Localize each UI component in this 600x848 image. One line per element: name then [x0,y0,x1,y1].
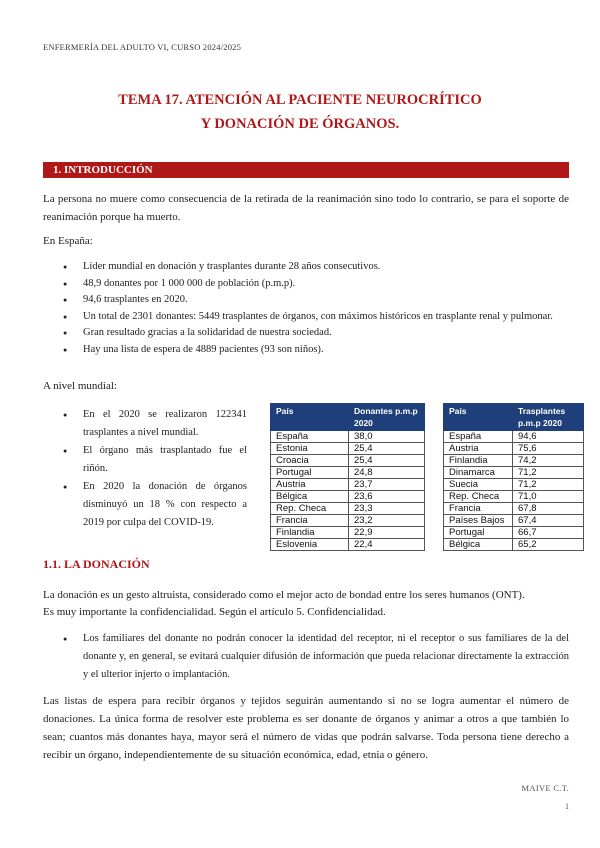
table-cell: Dinamarca [444,467,513,479]
table-cell: Portugal [271,467,349,479]
world-list [63,406,247,532]
table-cell: Austria [271,479,349,491]
table-cell: Estonia [271,443,349,455]
table-row [271,467,425,479]
table-cell: 23,6 [349,491,425,503]
table-cell: 74,2 [513,455,584,467]
table-cell: 71,2 [513,467,584,479]
table-row [444,455,584,467]
table-row [444,527,584,539]
table-row [444,503,584,515]
table-cell: Portugal [444,527,513,539]
table-row [444,431,584,443]
table-row [271,515,425,527]
table-cell: 22,4 [349,539,425,551]
table-row [444,479,584,491]
section-heading-introduccion: 1. INTRODUCCIÓN [43,162,569,178]
list-item: ● Líder mundial en donación y trasplantes durante 28 años consecutivos. [63,259,569,276]
table-cell: 65,2 [513,539,584,551]
table-cell: Finlandia [271,527,349,539]
table-cell: Croacia [271,455,349,467]
table-row [444,515,584,527]
table-cell: Finlandia [444,455,513,467]
list-item: ● En 2020 la donación de órganos disminuyó un 18 % con respecto a 2019 por culpa del COVID-19. [63,478,247,532]
spain-label: En España: [43,235,93,247]
transplants-table [443,403,584,551]
table-cell: Rep. Checa [271,503,349,515]
table-cell: 94,6 [513,431,584,443]
table-row [271,539,425,551]
table-cell: 67,4 [513,515,584,527]
table-cell: Eslovenia [271,539,349,551]
confidentiality-list [63,630,569,684]
list-item: ● Hay una lista de espera de 4889 pacientes (93 son niños). [63,342,569,359]
page-number: 1 [565,802,569,811]
table-cell: 25,4 [349,455,425,467]
table-row [271,431,425,443]
table-cell: 75,6 [513,443,584,455]
donors-table [270,403,425,551]
table-cell: Bélgica [444,539,513,551]
table-cell: 38,0 [349,431,425,443]
table-cell: 67,8 [513,503,584,515]
table-cell: 24,8 [349,467,425,479]
table-cell: 66,7 [513,527,584,539]
table-row [271,479,425,491]
table-cell: Francia [271,515,349,527]
table-cell: Países Bajos [444,515,513,527]
table-header: Donantes p.m.p 2020 [349,404,425,431]
table-cell: 22,9 [349,527,425,539]
table-cell: 25,4 [349,443,425,455]
list-item: ● 48,9 donantes por 1 000 000 de población (p.m.p). [63,276,569,293]
table-row [444,539,584,551]
list-item: ● En el 2020 se realizaron 122341 trasplantes a nivel mundial. [63,406,247,442]
table-row [271,527,425,539]
table-header: País [444,404,513,431]
table-cell: Rep. Checa [444,491,513,503]
table-header: Trasplantes p.m.p 2020 [513,404,584,431]
table-cell: 23,7 [349,479,425,491]
list-item: ● Los familiares del donante no podrán conocer la identidad del receptor, ni el receptor o sus familiares de la del donante y, en general, se evitará cualquier difusión de información que pueda relacionar directamente la extracción y el ulterior injerto o implantación. [63,630,569,684]
intro-paragraph: La persona no muere como consecuencia de la retirada de la reanimación sino todo lo contrario, se para el soporte de reanimación porque ha muerto. [43,193,569,223]
table-row [444,443,584,455]
table-row [271,491,425,503]
table-cell: Austria [444,443,513,455]
table-row [271,455,425,467]
table-cell: 71,0 [513,491,584,503]
donation-paragraph-2: Es muy importante la confidencialidad. Según el artículo 5. Confidencialidad. [43,606,386,618]
list-item: ● Un total de 2301 donantes: 5449 trasplantes de órganos, con máximos históricos en trasplante renal y pulmonar. [63,309,569,326]
table-cell: Suecia [444,479,513,491]
footer-author: MAIVE C.T. [521,783,569,793]
section-heading-la-donacion: 1.1. LA DONACIÓN [43,557,150,571]
table-cell: 23,3 [349,503,425,515]
table-row [444,491,584,503]
table-row [271,503,425,515]
donation-paragraph-1: La donación es un gesto altruista, considerado como el mejor acto de bondad entre los seres humanos (ONT). [43,589,525,601]
list-item: ● Gran resultado gracias a la solidaridad de nuestra sociedad. [63,325,569,342]
table-row [444,467,584,479]
table-header: País [271,404,349,431]
table-cell: España [271,431,349,443]
table-cell: España [444,431,513,443]
table-cell: 71,2 [513,479,584,491]
table-cell: Francia [444,503,513,515]
table-row [271,443,425,455]
donation-paragraph-3: Las listas de espera para recibir órganos y tejidos seguirán aumentando si no se logra aumentar el número de donaciones. La única forma de resolver este problema es ser donante de órganos y animar a otros a que también lo sean; cuantos más donantes haya, mayor será el número de vidas que podrán salvarse. Toda persona tiene derecho a recibir un órgano, independientemente de su situación económica, edad, etnia o género. [43,695,569,761]
list-item: ● El órgano más trasplantado fue el riñón. [63,442,247,478]
document-header: ENFERMERÍA DEL ADULTO VI, CURSO 2024/2025 [43,42,242,52]
page-title-line-2: Y DONACIÓN DE ÓRGANOS. [200,116,400,132]
page-title-line-1: TEMA 17. ATENCIÓN AL PACIENTE NEUROCRÍTICO [118,92,482,108]
table-cell: Bélgica [271,491,349,503]
list-item: ● 94,6 trasplantes en 2020. [63,292,569,309]
spain-list [63,259,569,358]
world-label: A nivel mundial: [43,380,117,392]
table-cell: 23,2 [349,515,425,527]
